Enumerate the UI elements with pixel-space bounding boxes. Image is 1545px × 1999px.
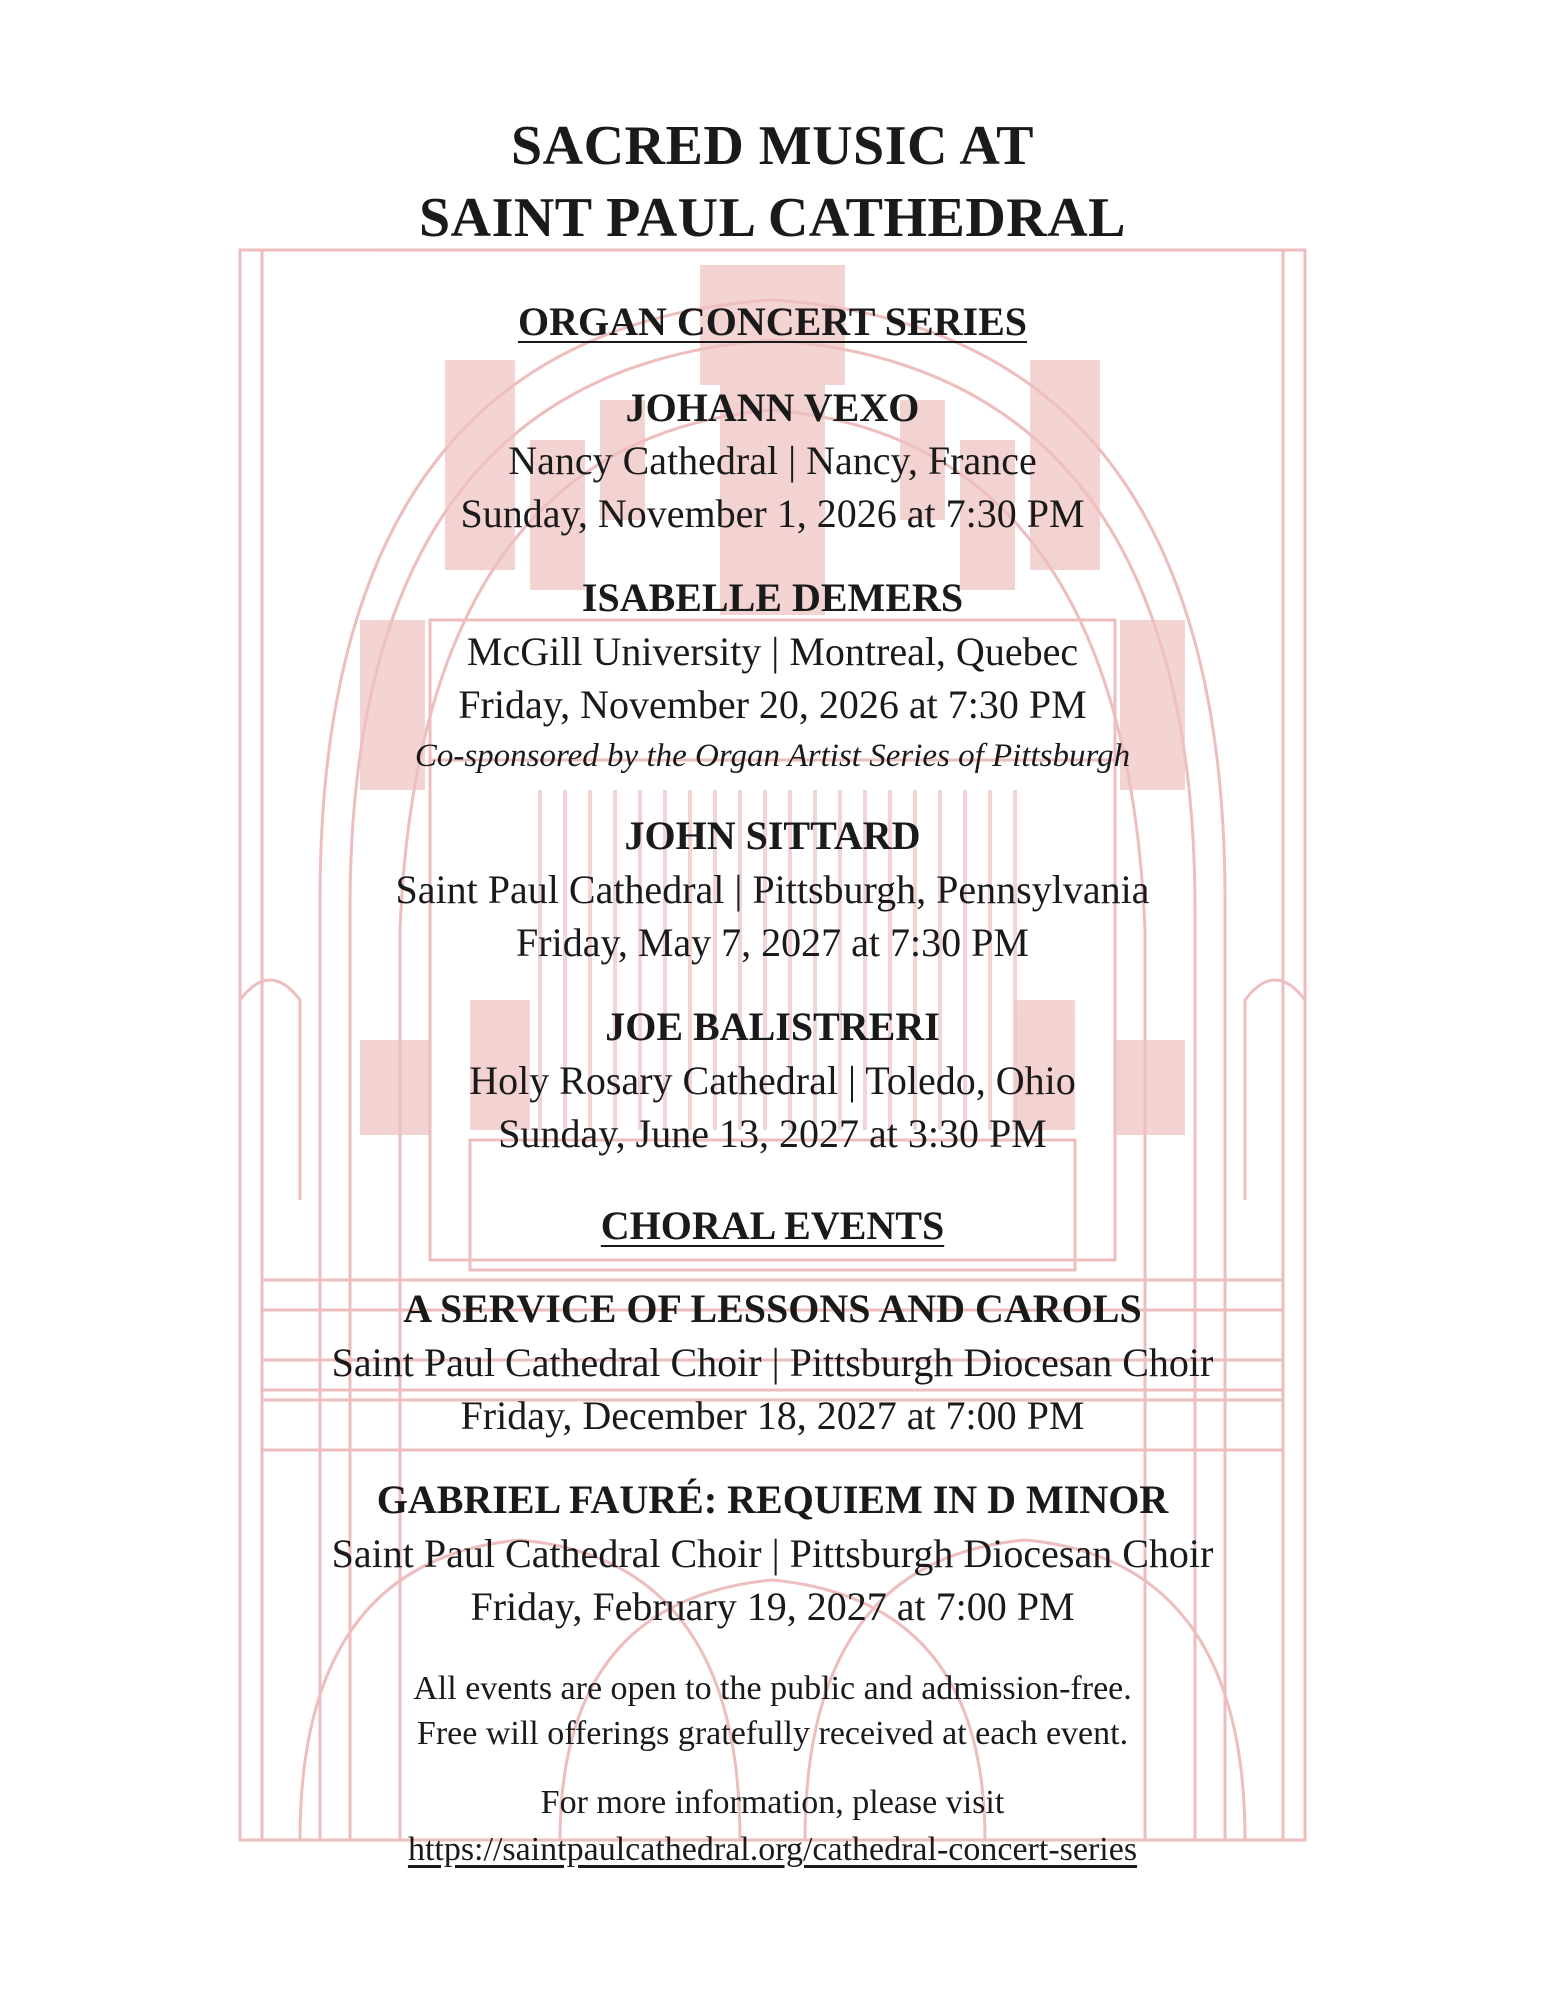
organ-event-performer: JOHN SITTARD xyxy=(624,813,921,858)
organ-event-date: Sunday, June 13, 2027 at 3:30 PM xyxy=(498,1111,1047,1156)
page-title-line-2: SAINT PAUL CATHEDRAL xyxy=(418,187,1127,249)
page-title-line-1: SACRED MUSIC AT xyxy=(511,115,1034,177)
organ-event-performer: ISABELLE DEMERS xyxy=(581,575,964,620)
choral-event-performers: Saint Paul Cathedral Choir | Pittsburgh Diocesan Choir xyxy=(331,1340,1214,1385)
admission-note: All events are open to the public and admission-free. xyxy=(413,1670,1132,1707)
offering-note: Free will offerings gratefully received at each event. xyxy=(416,1715,1129,1752)
info-text: For more information, please visit xyxy=(540,1784,1005,1821)
choral-event-title: GABRIEL FAURÉ: REQUIEM IN D MINOR xyxy=(376,1477,1169,1522)
organ-event-date: Friday, November 20, 2026 at 7:30 PM xyxy=(458,682,1087,727)
choral-event-performers: Saint Paul Cathedral Choir | Pittsburgh Diocesan Choir xyxy=(331,1531,1214,1576)
choral-event-date: Friday, February 19, 2027 at 7:00 PM xyxy=(470,1584,1075,1629)
organ-series-heading: ORGAN CONCERT SERIES xyxy=(517,299,1028,344)
organ-event-performer: JOHANN VEXO xyxy=(625,385,920,430)
concert-series-link[interactable]: https://saintpaulcathedral.org/cathedral-concert-series xyxy=(407,1831,1138,1868)
organ-event-venue: Nancy Cathedral | Nancy, France xyxy=(508,438,1037,483)
organ-event-date: Sunday, November 1, 2026 at 7:30 PM xyxy=(460,491,1085,536)
organ-event-performer: JOE BALISTRERI xyxy=(605,1004,940,1049)
organ-event-venue: Holy Rosary Cathedral | Toledo, Ohio xyxy=(469,1058,1076,1103)
organ-event-note: Co-sponsored by the Organ Artist Series of Pittsburgh xyxy=(414,738,1131,774)
choral-event-title: A SERVICE OF LESSONS AND CAROLS xyxy=(403,1286,1142,1331)
choral-events-heading: CHORAL EVENTS xyxy=(600,1203,945,1248)
organ-event-venue: Saint Paul Cathedral | Pittsburgh, Pennsylvania xyxy=(395,867,1150,912)
organ-event-date: Friday, May 7, 2027 at 7:30 PM xyxy=(516,920,1029,965)
organ-event-venue: McGill University | Montreal, Quebec xyxy=(466,629,1079,674)
choral-event-date: Friday, December 18, 2027 at 7:00 PM xyxy=(460,1393,1085,1438)
